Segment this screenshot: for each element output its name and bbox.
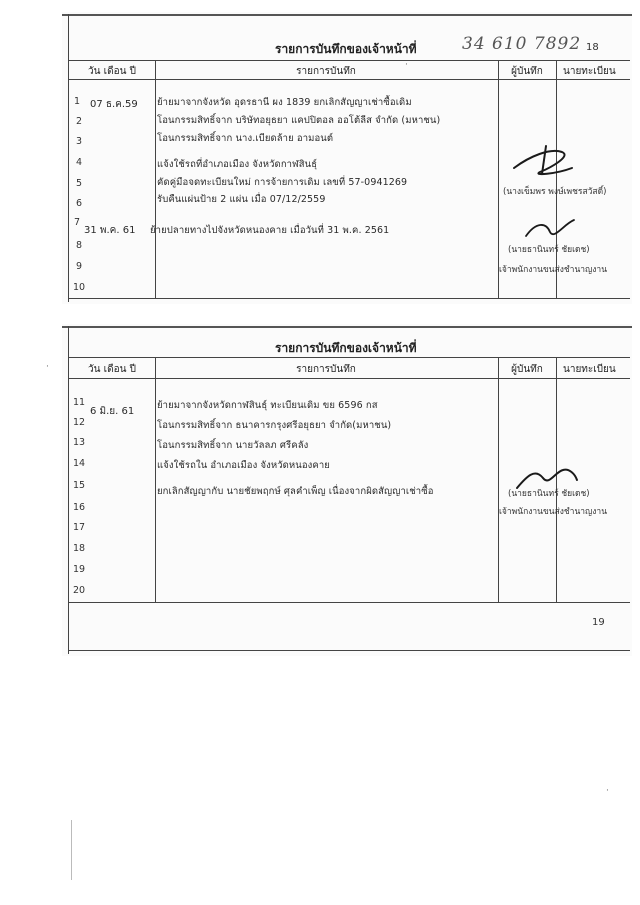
row-number: 18 (73, 543, 86, 554)
record-entry: คัดคู่มือจดทะเบียนใหม่ การจ้ายการเดิม เลขที่ 57-0941269 (157, 177, 408, 188)
stray-mark: · (46, 362, 49, 372)
record-entry: ย้ายปลายทางไปจังหวัดหนองคาย เมื่อวันที่ 31 พ.ค. 2561 (150, 225, 390, 236)
record-entry: โอนกรรมสิทธิ์จาก ธนาคารกรุงศรีอยุธยา จำกัด(มหาชน) (157, 420, 392, 431)
row-number: 7 (74, 217, 81, 228)
upper-header-recorder: ผู้บันทึก (511, 66, 543, 77)
lower-page-left-edge (68, 326, 69, 654)
registrar-signature-name: (นายธานินทร์ ชัยเดช) (508, 489, 590, 499)
upper-header-bottom-line (68, 79, 630, 80)
row-number: 17 (73, 522, 86, 533)
record-entry: รับคืนแผ่นป้าย 2 แผ่น เมื่อ 07/12/2559 (157, 194, 326, 205)
upper-page-number: 18 (586, 42, 599, 53)
row-number: 14 (73, 458, 86, 469)
lower-header-record: รายการบันทึก (296, 364, 356, 375)
record-entry: ย้ายมาจากจังหวัดกาฬสินธุ์ ทะเบียนเดิม ขย 6596 กส (157, 400, 378, 411)
lower-col-divider-1 (155, 357, 156, 602)
lower-header-registrar: นายทะเบียน (563, 364, 616, 375)
record-entry: ยกเลิกสัญญากับ นายชัยพฤกษ์ ศุลคำเพ็ญ เนื่องจากผิดสัญญาเช่าซื้อ (157, 486, 434, 497)
row-number: 3 (76, 136, 83, 147)
entry-date: 31 พ.ค. 61 (84, 225, 136, 236)
signature-scribble-upper-2 (520, 212, 580, 246)
row-number: 15 (73, 480, 86, 491)
upper-table-top-line (68, 60, 630, 61)
upper-header-record: รายการบันทึก (296, 66, 356, 77)
record-entry: โอนกรรมสิทธิ์จาก นาง.เบียดล้าย อามอนต์ (157, 133, 334, 144)
record-entry: โอนกรรมสิทธิ์จาก บริษัทอยุธยา แคปปิตอล ออโต้ลีส จำกัด (มหาชน) (157, 115, 441, 126)
registrar-signature-name: (นายธานินทร์ ชัยเดช) (508, 245, 590, 255)
row-number: 13 (73, 437, 86, 448)
registrar-signature-title: เจ้าพนักงานขนส่งชำนาญงาน (499, 507, 608, 517)
recorder-signature-name: (นางเข็มพร พงษ์เพชรสวัสดิ์) (503, 187, 607, 197)
record-entry: แจ้งใช้รถที่อำเภอเมือง จังหวัดกาฬสินธุ์ (157, 159, 318, 170)
registrar-signature-title: เจ้าพนักงานขนส่งชำนาญงาน (499, 265, 608, 275)
handwritten-number: 34 610 7892 (462, 34, 582, 54)
upper-header-registrar: นายทะเบียน (563, 66, 616, 77)
row-number: 5 (76, 178, 83, 189)
row-number: 20 (73, 585, 86, 596)
row-number: 6 (76, 198, 83, 209)
lower-page-top-border (62, 326, 632, 328)
lower-header-bottom-line (68, 378, 630, 379)
lower-header-recorder: ผู้บันทึก (511, 364, 543, 375)
row-number: 1 (74, 96, 81, 107)
upper-page-title: รายการบันทึกของเจ้าหน้าที่ (275, 42, 417, 56)
upper-page-top-border (62, 14, 632, 16)
row-number: 8 (76, 240, 83, 251)
entry-date: 07 ธ.ค.59 (90, 99, 138, 110)
lower-page-footer-line (68, 650, 630, 651)
row-number: 4 (76, 157, 83, 168)
lower-header-date: วัน เดือน ปี (88, 364, 136, 375)
upper-table-bottom-line (68, 298, 630, 299)
row-number: 16 (73, 502, 86, 513)
row-number: 9 (76, 261, 83, 272)
stray-mark: · (405, 60, 408, 70)
row-number: 2 (76, 116, 83, 127)
upper-header-date: วัน เดือน ปี (88, 66, 136, 77)
lower-col-divider-2 (498, 357, 499, 602)
record-entry: แจ้งใช้รถใน อำเภอเมือง จังหวัดหนองคาย (157, 460, 330, 471)
upper-col-divider-1 (155, 60, 156, 298)
lower-page-title: รายการบันทึกของเจ้าหน้าที่ (275, 341, 417, 355)
record-entry: ย้ายมาจากจังหวัด อุดรธานี ผง 1839 ยกเลิกสัญญาเช่าซื้อเดิม (157, 97, 412, 108)
lower-page-number: 19 (592, 617, 605, 628)
lower-table-top-line (68, 357, 630, 358)
row-number: 19 (73, 564, 86, 575)
lower-table-bottom-line (68, 602, 630, 603)
row-number: 11 (73, 397, 86, 408)
stray-mark: · (606, 786, 609, 796)
record-entry: โอนกรรมสิทธิ์จาก นายวัลลภ ศรีคลัง (157, 440, 309, 451)
upper-page-left-edge (68, 14, 69, 302)
entry-date: 6 มิ.ย. 61 (90, 406, 135, 417)
scan-edge-line (71, 820, 72, 880)
signature-scribble-upper (510, 138, 580, 188)
row-number: 10 (73, 282, 86, 293)
row-number: 12 (73, 417, 86, 428)
